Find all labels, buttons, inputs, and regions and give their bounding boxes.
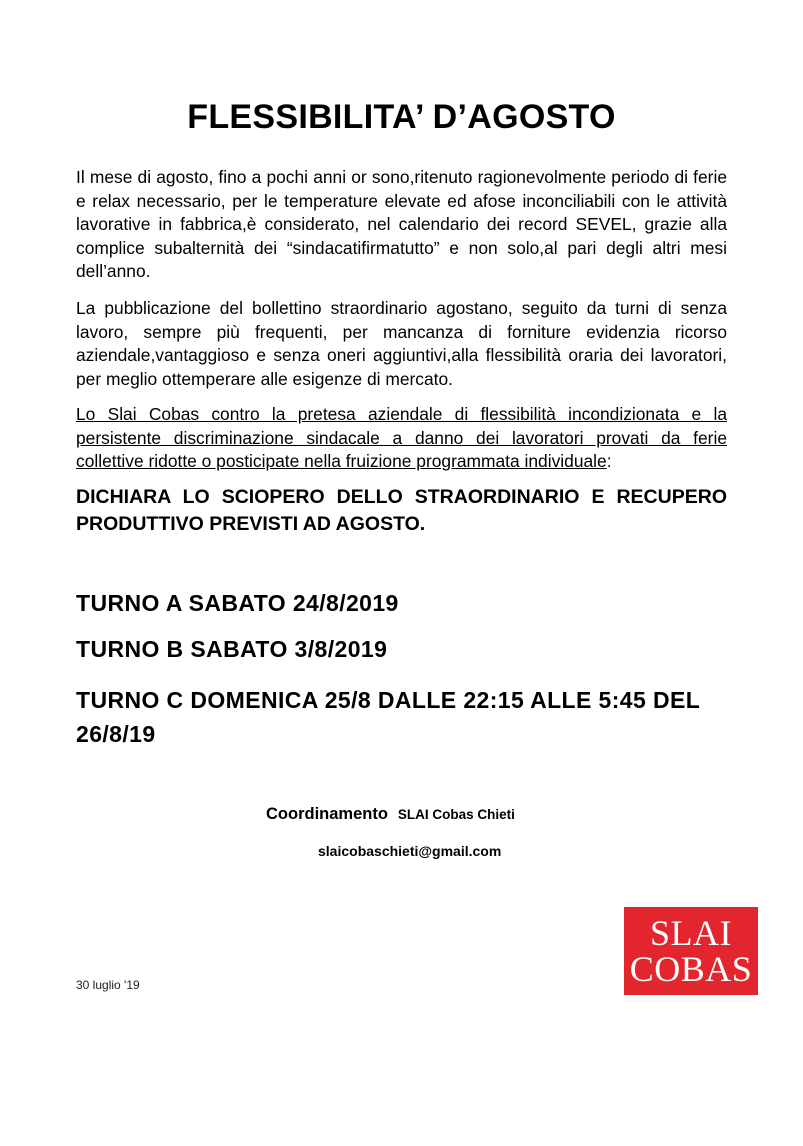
paragraph-bulletin: La pubblicazione del bollettino straordinario agostano, seguito da turni di senza lavoro, sempre più frequenti, per mancanza di forniture evidenzia ricorso aziendale,vantaggioso e senza oneri aggiuntivi,alla flessibilità oraria dei lavoratori, per meglio ottemperare alle esigenze di mercato.	[76, 298, 727, 389]
strike-declaration: DICHIARA LO SCIOPERO DELLO STRAORDINARIO E RECUPERO PRODUTTIVO PREVISTI AD AGOSTO.	[76, 486, 727, 535]
logo-line-2: COBAS	[629, 949, 753, 989]
contact-email: slaicobaschieti@gmail.com	[318, 843, 502, 859]
document-title: FLESSIBILITA’ D’AGOSTO	[187, 98, 616, 136]
signature-main: Coordinamento	[266, 805, 388, 823]
document-date: 30 luglio '19	[76, 978, 140, 992]
signature	[266, 805, 515, 824]
logo-line-1: SLAI	[650, 913, 732, 953]
shift-a: TURNO A SABATO 24/8/2019	[76, 590, 399, 616]
shift-b: TURNO B SABATO 3/8/2019	[76, 636, 388, 662]
paragraph-protest-colon: :	[606, 451, 612, 471]
signature-org: SLAI Cobas Chieti	[397, 807, 515, 822]
shift-c: TURNO C DOMENICA 25/8 DALLE 22:15 ALLE 5:45 DEL 26/8/19	[76, 687, 700, 747]
paragraph-protest	[76, 403, 727, 474]
paragraph-protest-underlined: Lo Slai Cobas contro la pretesa aziendale di flessibilità incondizionata e la persistente discriminazione sindacale a danno dei lavoratori provati da ferie collettive ridotte o posticipate nella fruizione programmata individuale	[76, 404, 727, 471]
slai-cobas-logo	[624, 907, 758, 995]
paragraph-intro: Il mese di agosto, fino a pochi anni or sono,ritenuto ragionevolmente periodo di ferie e relax necessario, per le temperature elevate ed afose inconciliabili con le attività lavorative in fabbrica,è considerato, nel calendario dei record SEVEL, grazie alla complice subalternità dei “sindacatifirmatutto” e non solo,al pari degli altri mesi dell’anno.	[76, 167, 727, 281]
